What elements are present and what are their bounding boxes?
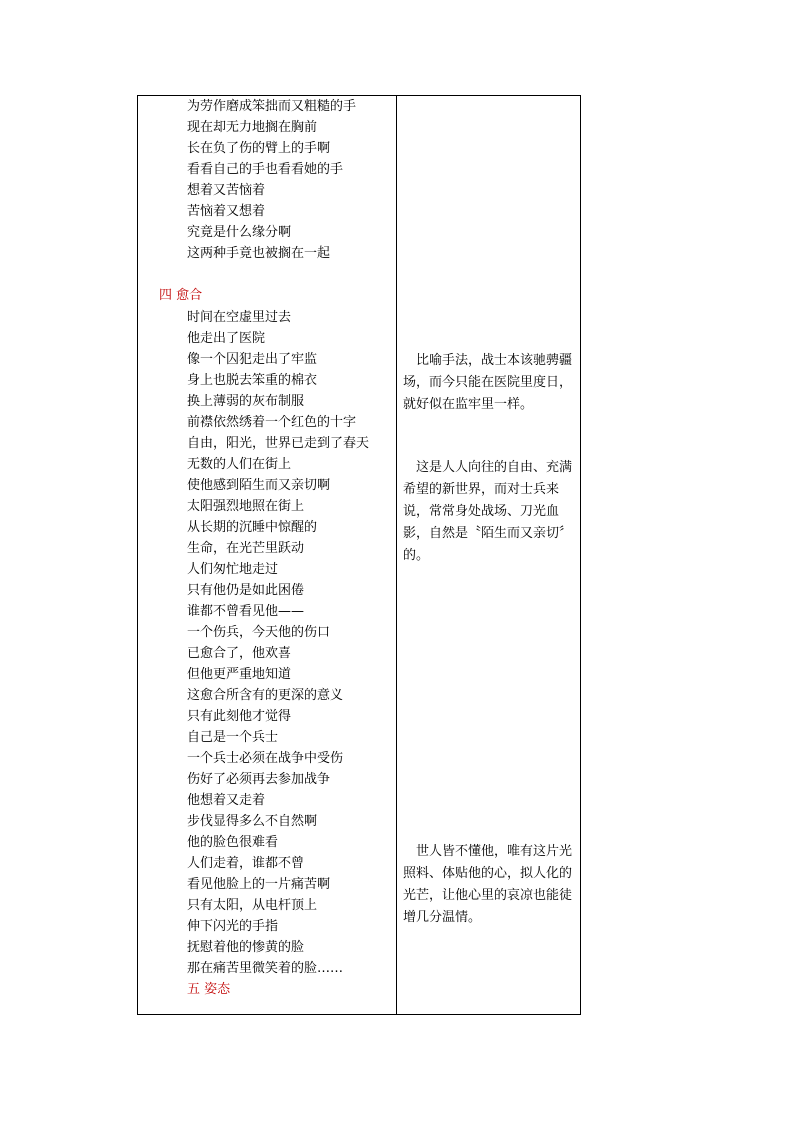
poem-line: 他走出了医院 (187, 331, 266, 346)
poem-line: 只有此刻他才觉得 (187, 709, 292, 724)
poem-line: 究竟是什么缘分啊 (187, 225, 292, 240)
poem-line: 使他感到陌生而又亲切啊 (187, 478, 331, 493)
annotation-table (137, 95, 581, 1015)
poem-line: 换上薄弱的灰布制服 (187, 394, 305, 409)
poem-line: 像一个囚犯走出了牢监 (187, 352, 318, 367)
poem-line: 他的脸色很难看 (187, 835, 279, 850)
poem-line: 从长期的沉睡中惊醒的 (187, 520, 318, 535)
poem-line: 为劳作磨成笨拙而又粗糙的手 (187, 99, 357, 114)
poem-line: 长在负了伤的臂上的手啊 (187, 141, 331, 156)
poem-line: 看看自己的手也看看她的手 (187, 162, 344, 177)
poem-line: 抚慰着他的惨黄的脸 (187, 940, 305, 955)
annotation-note: 比喻手法，战士本该驰骋疆场，而今只能在医院里度日，就好似在监牢里一样。 (403, 353, 573, 412)
section-heading: 五 姿态 (187, 982, 231, 997)
poem-line: 这愈合所含有的更深的意义 (187, 688, 344, 703)
poem-line: 生命，在光芒里跃动 (187, 541, 305, 556)
poem-line: 自己是一个兵士 (187, 730, 279, 745)
poem-line: 自由，阳光，世界已走到了春天 (187, 436, 370, 451)
poem-line: 谁都不曾看见他—— (187, 604, 305, 619)
poem-line: 苦恼着又想着 (187, 204, 266, 219)
poem-line: 无数的人们在街上 (187, 457, 292, 472)
poem-line: 人们走着，谁都不曾 (187, 856, 305, 871)
poem-line: 伸下闪光的手指 (187, 919, 279, 934)
section-heading: 四 愈合 (159, 288, 203, 303)
poem-line: 身上也脱去笨重的棉衣 (187, 373, 318, 388)
poem-line: 伤好了必须再去参加战争 (187, 772, 331, 787)
poem-line: 那在痛苦里微笑着的脸…… (187, 961, 344, 976)
poem-line: 前襟依然绣着一个红色的十字 (187, 415, 357, 430)
annotation-note: 世人皆不懂他，唯有这片光照料、体贴他的心，拟人化的光芒，让他心里的哀凉也能徒增几分温情。 (403, 844, 573, 925)
poem-line: 这两种手竟也被搁在一起 (187, 246, 331, 261)
poem-line: 已愈合了，他欢喜 (187, 646, 292, 661)
annotation-note: 这是人人向往的自由、充满希望的新世界，而对士兵来说，常常身处战场、刀光血影，自然是〝陌生而又亲切〞的。 (403, 460, 573, 563)
poem-line: 时间在空虚里过去 (187, 310, 292, 325)
poem-line: 他想着又走着 (187, 793, 266, 808)
poem-line: 只有他仍是如此困倦 (187, 583, 305, 598)
poem-line: 一个兵士必须在战争中受伤 (187, 751, 344, 766)
poem-line: 人们匆忙地走过 (187, 562, 279, 577)
poem-line: 看见他脸上的一片痛苦啊 (187, 877, 331, 892)
poem-line: 步伐显得多么不自然啊 (187, 814, 318, 829)
column-divider (396, 96, 397, 1014)
poem-line: 只有太阳，从电杆顶上 (187, 898, 318, 913)
poem-line: 太阳强烈地照在街上 (187, 499, 305, 514)
poem-line: 想着又苦恼着 (187, 183, 266, 198)
poem-line: 但他更严重地知道 (187, 667, 292, 682)
poem-line: 现在却无力地搁在胸前 (187, 120, 318, 135)
poem-line: 一个伤兵，今天他的伤口 (187, 625, 331, 640)
